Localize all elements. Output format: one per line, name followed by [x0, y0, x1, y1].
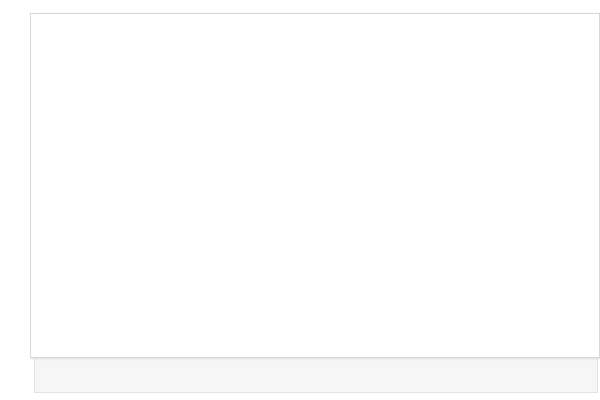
underlying-sheet — [34, 357, 598, 393]
perforation-dots-top — [0, 0, 600, 30]
presentation-card — [30, 13, 600, 358]
emission-specs — [424, 31, 594, 32]
perforation-dots-left — [32, 20, 46, 170]
